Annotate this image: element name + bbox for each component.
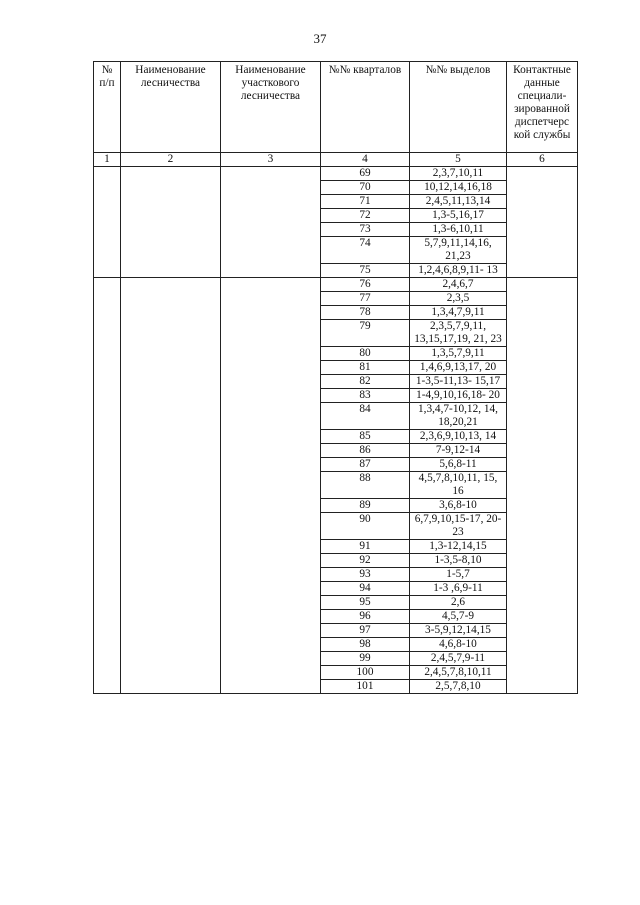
vydely-cell: 1,2,4,6,8,9,11- 13 xyxy=(410,264,507,278)
vydely-cell: 1,3-5,16,17 xyxy=(410,209,507,223)
vydely-cell: 2,6 xyxy=(410,596,507,610)
vydely-cell: 7-9,12-14 xyxy=(410,444,507,458)
kvartal-cell: 77 xyxy=(321,292,410,306)
column-number-row xyxy=(94,153,578,167)
kvartal-cell: 75 xyxy=(321,264,410,278)
header-cell-number: № п/п xyxy=(94,62,121,153)
kvartal-cell: 98 xyxy=(321,638,410,652)
kvartal-cell: 69 xyxy=(321,167,410,181)
kvartal-cell: 82 xyxy=(321,375,410,389)
column-number: 6 xyxy=(507,153,578,167)
column-number: 2 xyxy=(121,153,221,167)
vydely-cell: 3,6,8-10 xyxy=(410,499,507,513)
vydely-cell: 10,12,14,16,18 xyxy=(410,181,507,195)
kvartal-cell: 86 xyxy=(321,444,410,458)
column-number: 1 xyxy=(94,153,121,167)
page-number: 37 xyxy=(313,31,327,46)
vydely-cell: 1-3,5-11,13- 15,17 xyxy=(410,375,507,389)
empty-forestry-cell xyxy=(121,278,221,694)
kvartal-cell: 88 xyxy=(321,472,410,499)
vydely-cell: 2,3,7,10,11 xyxy=(410,167,507,181)
kvartal-cell: 80 xyxy=(321,347,410,361)
header-cell-contacts: Контактные данные специали-зированной диспетчерс кой службы xyxy=(507,62,578,153)
empty-district-cell xyxy=(221,167,321,278)
empty-number-cell xyxy=(94,167,121,278)
header-row xyxy=(94,62,578,153)
vydely-cell: 2,5,7,8,10 xyxy=(410,680,507,694)
header-cell-vydely: №№ выделов xyxy=(410,62,507,153)
vydely-cell: 5,7,9,11,14,16, 21,23 xyxy=(410,237,507,264)
vydely-cell: 1-3 ,6,9-11 xyxy=(410,582,507,596)
vydely-cell: 2,4,5,11,13,14 xyxy=(410,195,507,209)
kvartal-cell: 100 xyxy=(321,666,410,680)
kvartal-cell: 93 xyxy=(321,568,410,582)
vydely-cell: 4,5,7-9 xyxy=(410,610,507,624)
vydely-cell: 1,3-6,10,11 xyxy=(410,223,507,237)
kvartal-cell: 87 xyxy=(321,458,410,472)
kvartal-cell: 73 xyxy=(321,223,410,237)
vydely-cell: 2,4,5,7,8,10,11 xyxy=(410,666,507,680)
vydely-cell: 2,4,5,7,9-11 xyxy=(410,652,507,666)
table-row xyxy=(94,278,578,292)
vydely-cell: 4,6,8-10 xyxy=(410,638,507,652)
vydely-cell: 6,7,9,10,15-17, 20-23 xyxy=(410,513,507,540)
vydely-cell: 3-5,9,12,14,15 xyxy=(410,624,507,638)
vydely-cell: 1,4,6,9,13,17, 20 xyxy=(410,361,507,375)
kvartal-cell: 83 xyxy=(321,389,410,403)
kvartal-cell: 71 xyxy=(321,195,410,209)
kvartal-cell: 91 xyxy=(321,540,410,554)
vydely-cell: 2,3,5 xyxy=(410,292,507,306)
vydely-cell: 1,3,4,7-10,12, 14, 18,20,21 xyxy=(410,403,507,430)
vydely-cell: 2,3,5,7,9,11, 13,15,17,19, 21, 23 xyxy=(410,320,507,347)
kvartal-cell: 101 xyxy=(321,680,410,694)
empty-contacts-cell xyxy=(507,278,578,694)
kvartal-cell: 81 xyxy=(321,361,410,375)
empty-number-cell xyxy=(94,278,121,694)
kvartal-cell: 96 xyxy=(321,610,410,624)
column-number: 4 xyxy=(321,153,410,167)
kvartal-cell: 84 xyxy=(321,403,410,430)
vydely-cell: 2,4,6,7 xyxy=(410,278,507,292)
kvartal-cell: 95 xyxy=(321,596,410,610)
kvartal-cell: 79 xyxy=(321,320,410,347)
header-cell-kvartals: №№ кварталов xyxy=(321,62,410,153)
table-row xyxy=(94,167,578,181)
kvartal-cell: 78 xyxy=(321,306,410,320)
vydely-cell: 5,6,8-11 xyxy=(410,458,507,472)
kvartal-cell: 70 xyxy=(321,181,410,195)
kvartal-cell: 74 xyxy=(321,237,410,264)
vydely-cell: 2,3,6,9,10,13, 14 xyxy=(410,430,507,444)
vydely-cell: 1,3,5,7,9,11 xyxy=(410,347,507,361)
header-cell-forestry: Наименование лесничества xyxy=(121,62,221,153)
column-number: 5 xyxy=(410,153,507,167)
kvartal-cell: 94 xyxy=(321,582,410,596)
forestry-table xyxy=(93,61,578,694)
vydely-cell: 1-4,9,10,16,18- 20 xyxy=(410,389,507,403)
kvartal-cell: 99 xyxy=(321,652,410,666)
column-number: 3 xyxy=(221,153,321,167)
kvartal-cell: 92 xyxy=(321,554,410,568)
vydely-cell: 4,5,7,8,10,11, 15, 16 xyxy=(410,472,507,499)
empty-contacts-cell xyxy=(507,167,578,278)
kvartal-cell: 97 xyxy=(321,624,410,638)
header-cell-district-forestry: Наименование участкового лесничества xyxy=(221,62,321,153)
vydely-cell: 1-5,7 xyxy=(410,568,507,582)
kvartal-cell: 89 xyxy=(321,499,410,513)
empty-district-cell xyxy=(221,278,321,694)
table-body xyxy=(94,167,578,694)
empty-forestry-cell xyxy=(121,167,221,278)
vydely-cell: 1,3,4,7,9,11 xyxy=(410,306,507,320)
vydely-cell: 1-3,5-8,10 xyxy=(410,554,507,568)
kvartal-cell: 90 xyxy=(321,513,410,540)
kvartal-cell: 72 xyxy=(321,209,410,223)
kvartal-cell: 76 xyxy=(321,278,410,292)
kvartal-cell: 85 xyxy=(321,430,410,444)
vydely-cell: 1,3-12,14,15 xyxy=(410,540,507,554)
